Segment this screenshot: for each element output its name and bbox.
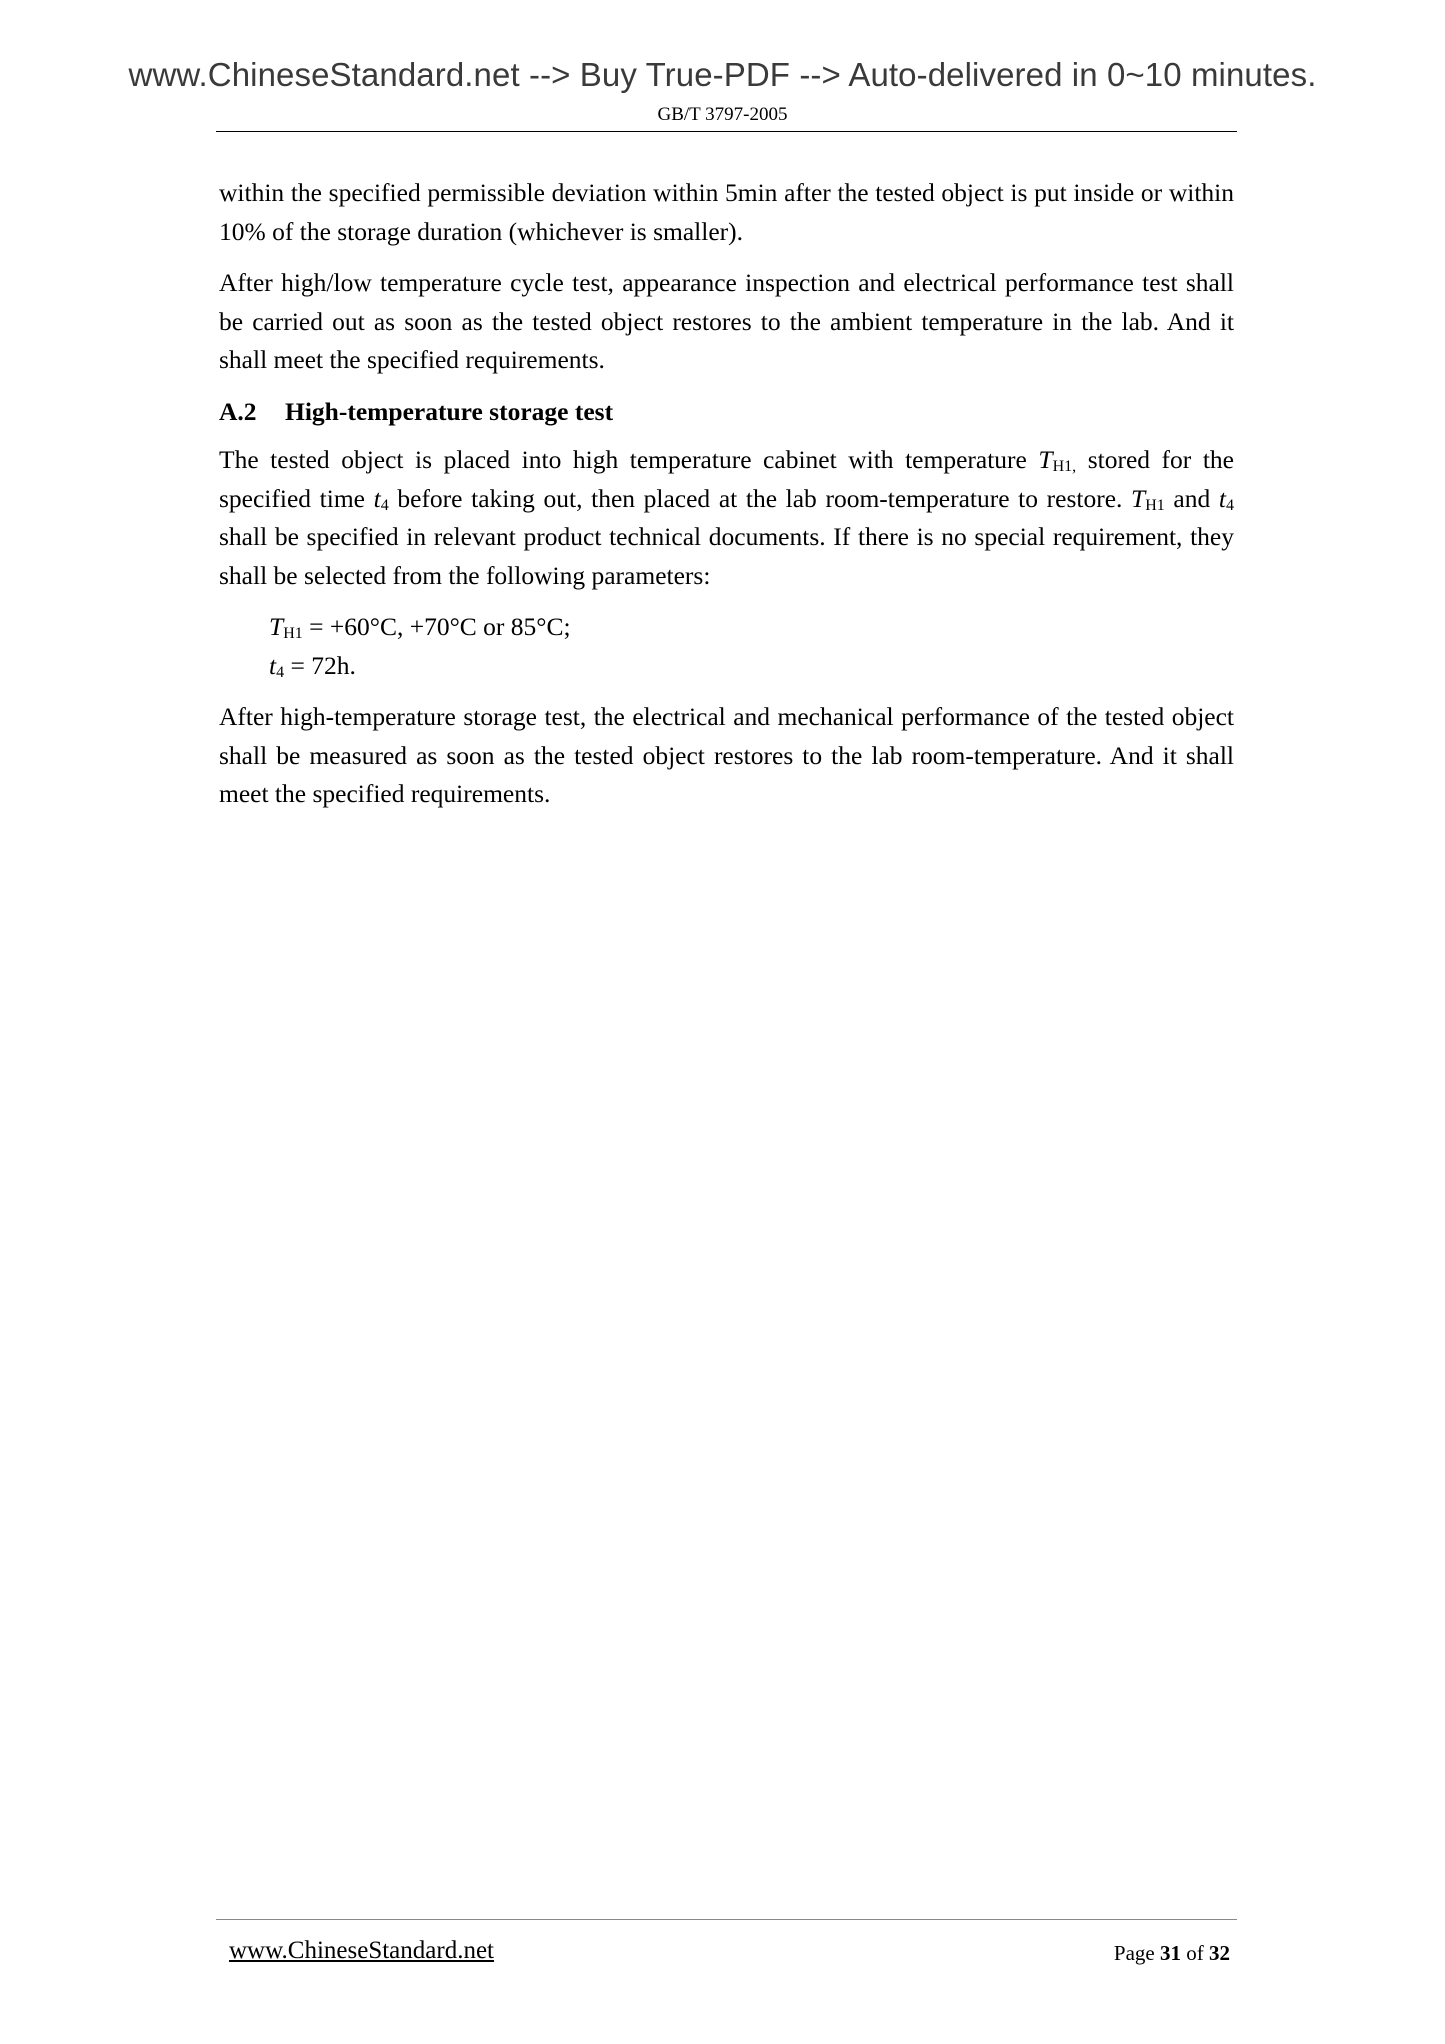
section-title: High-temperature storage test — [285, 396, 614, 426]
paragraph-post-test: After high-temperature storage test, the electrical and mechanical performance of the tested object shall be measured as soon as the tested object restores to the lab room-temperature. And it shall meet the specified requirements. — [219, 702, 1234, 808]
standard-code: GB/T 3797-2005 — [657, 104, 788, 125]
section-heading — [219, 393, 1234, 432]
text-run: shall be specified in relevant product technical documents. If there is no special requirement, they shall be selected from the following parameters: — [219, 522, 1234, 590]
document-body — [219, 174, 1234, 827]
subscript-4: 4 — [380, 496, 389, 514]
paragraph-storage-deviation: within the specified permissible deviation within 5min after the tested object is put inside or within 10% of the storage duration (whichever is smaller). — [219, 178, 1234, 246]
subscript-4: 4 — [1226, 496, 1234, 514]
symbol-t-lower: t — [373, 483, 381, 513]
symbol-t-lower: t — [269, 650, 277, 680]
section-number: A.2 — [219, 396, 257, 426]
parameter-value: = 72h. — [284, 650, 356, 680]
page-current: 31 — [1160, 1941, 1181, 1965]
subscript-h1: H1 — [283, 625, 303, 642]
top-banner[interactable]: www.ChineseStandard.net --> Buy True-PDF --> Auto-delivered in 0~10 minutes. — [128, 56, 1317, 93]
page-label: Page — [1113, 1941, 1160, 1965]
symbol-t-upper: T — [1038, 445, 1053, 474]
page-of: of — [1181, 1941, 1209, 1965]
parameter-value: = +60°C, +70°C or 85°C; — [302, 612, 571, 641]
footer-website-link[interactable]: www.ChineseStandard.net — [229, 1937, 494, 1964]
paragraph-storage-procedure — [219, 441, 1234, 595]
subscript-4: 4 — [276, 663, 285, 681]
subscript-h1: H1, — [1052, 458, 1077, 475]
page-number — [1114, 1941, 1230, 1966]
parameter-temperature — [219, 608, 1234, 647]
symbol-t-lower: t — [1218, 483, 1226, 513]
subscript-h1: H1 — [1145, 496, 1165, 514]
text-run: and — [1164, 483, 1219, 513]
text-run: The tested object is placed into high temperature cabinet with temperature — [219, 445, 1039, 474]
paragraph-cycle-test: After high/low temperature cycle test, appearance inspection and electrical performance test shall be carried out as soon as the tested object restores to the ambient temperature in the lab. And it shall meet the specified requirements. — [219, 268, 1234, 374]
text-run: before taking out, then placed at the lab room-temperature to restore. — [388, 483, 1132, 513]
parameter-duration — [219, 647, 1234, 686]
symbol-t-upper: T — [269, 612, 284, 641]
footer-divider — [216, 1919, 1237, 1920]
page-total: 32 — [1209, 1941, 1230, 1965]
text-run: stored for the specified time — [219, 445, 1234, 513]
header-divider — [216, 131, 1237, 132]
symbol-t-upper: T — [1131, 483, 1146, 513]
